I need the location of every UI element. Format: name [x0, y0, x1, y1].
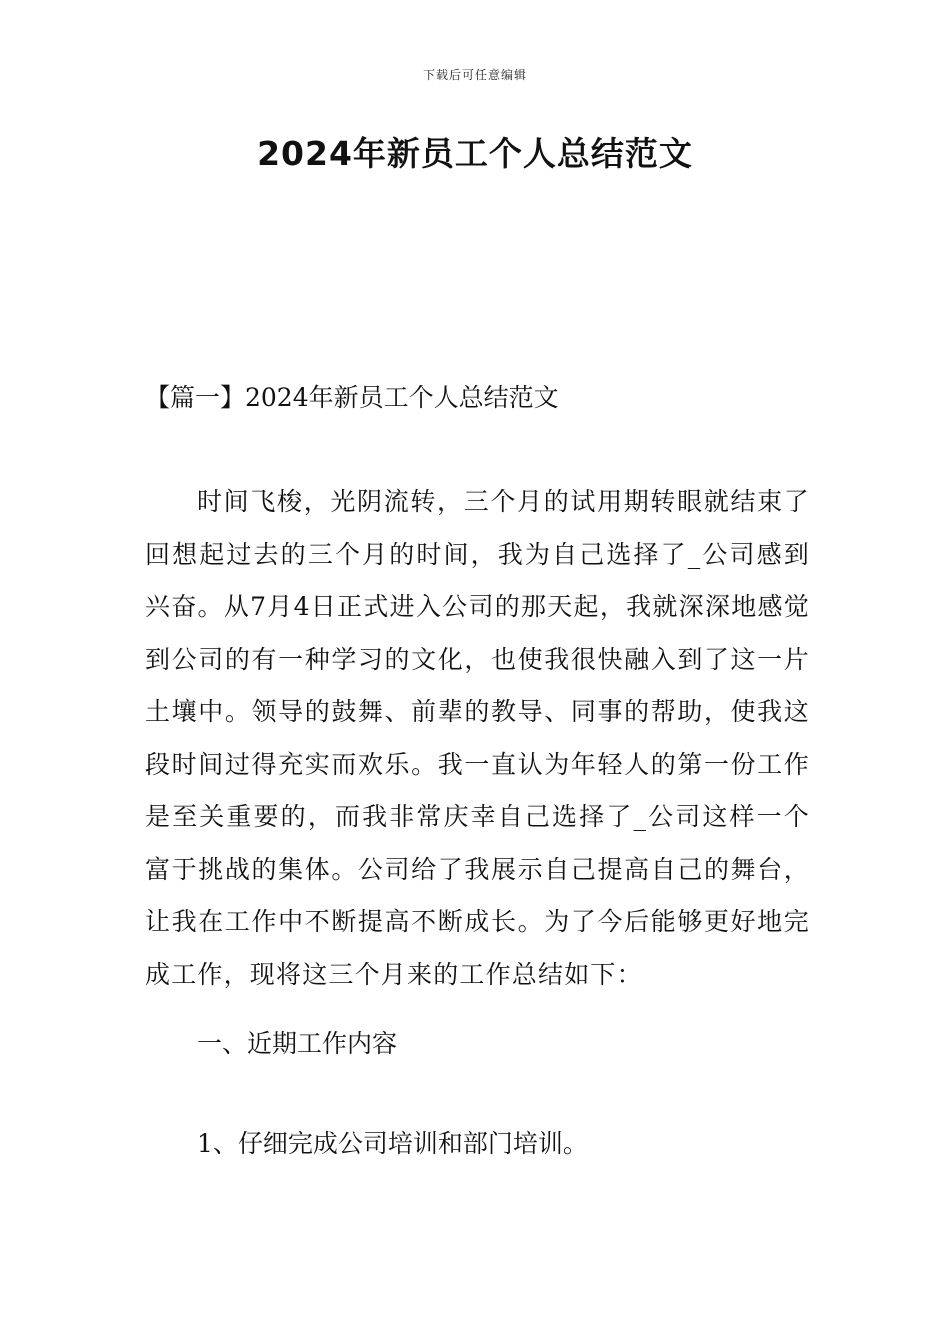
section-heading: 【篇一】2024年新员工个人总结范文 — [145, 383, 559, 412]
sub-heading: 一、近期工作内容 — [197, 1029, 398, 1058]
document-title: 2024年新员工个人总结范文 — [257, 134, 693, 173]
list-item: 1、仔细完成公司培训和部门培训。 — [197, 1129, 588, 1158]
header-note: 下载后可任意编辑 — [422, 68, 527, 82]
body-paragraph: 时间飞梭，光阴流转，三个月的试用期转眼就结束了回想起过去的三个月的时间，我为自己选择了_公司感到兴奋。从7月4日正式进入公司的那天起，我就深深地感觉到公司的有一种学习的文化，也使我很快融入到了这一片土壤中。领导的鼓舞、前辈的教导、同事的帮助，使我这段时间过得充实而欢乐。我一直认为年轻人的第一份工作是至关重要的，而我非常庆幸自己选择了_公司这样一个富于挑战的集体。公司给了我展示自己提高自己的舞台，让我在工作中不断提高不断成长。为了今后能够更好地完成工作，现将这三个月来的工作总结如下： — [145, 487, 810, 989]
